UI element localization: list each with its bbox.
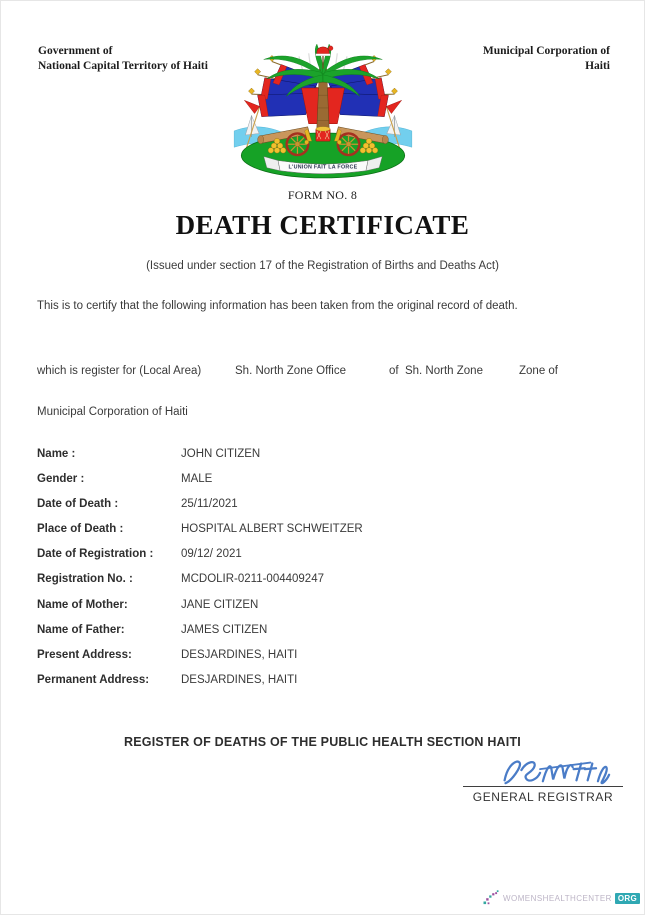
field-row-permanent-address — [37, 673, 597, 698]
document-subtitle: (Issued under section 17 of the Registration of Births and Deaths Act) — [146, 260, 499, 272]
registration-zone-line2: Municipal Corporation of Haiti — [37, 406, 188, 418]
field-label: Present Address: — [37, 648, 132, 661]
field-row-father-name — [37, 623, 597, 648]
register-line-prefix: which is register for (Local Area) — [37, 365, 202, 377]
field-row-place-of-death — [37, 522, 597, 547]
document-title: DEATH CERTIFICATE — [175, 210, 470, 240]
signatory-title: GENERAL REGISTRAR — [472, 790, 614, 804]
field-label: Permanent Address: — [37, 673, 150, 686]
certification-statement: This is to certify that the following information has been taken from the original record of death. — [37, 300, 518, 312]
field-row-date-of-registration — [37, 547, 597, 572]
signature-block — [463, 754, 623, 804]
emblem-motto: L'UNION FAIT LA FORCE — [288, 164, 357, 171]
coat-of-arms-svg — [231, 39, 415, 182]
field-row-present-address — [37, 648, 597, 673]
register-line-of-zone: of Sh. North Zone — [389, 365, 483, 377]
field-row-name — [37, 447, 597, 472]
issuing-authority-left-line1: Government of — [38, 45, 113, 57]
registration-zone-line — [1, 365, 644, 381]
field-value: 09/12/ 2021 — [181, 548, 242, 561]
field-value: DESJARDINES, HAITI — [181, 648, 298, 661]
form-number: FORM NO. 8 — [287, 188, 358, 202]
watermark-tld-badge: ORG — [615, 893, 640, 904]
field-value: JAMES CITIZEN — [181, 623, 268, 636]
issuing-authority-right-line1: Municipal Corporation of — [482, 45, 610, 57]
registrar-signature-icon — [499, 754, 611, 788]
field-label: Name : — [37, 448, 76, 460]
field-row-mother-name — [37, 598, 597, 623]
field-value: MALE — [181, 473, 213, 486]
watermark — [483, 890, 640, 906]
field-value: JOHN CITIZEN — [181, 448, 261, 460]
field-value: JANE CITIZEN — [181, 598, 259, 611]
field-value: MCDOLIR-0211-004409247 — [181, 573, 324, 586]
register-line-suffix: Zone of — [519, 365, 558, 377]
field-value: DESJARDINES, HAITI — [181, 673, 298, 686]
issuing-authority-right-line2: Haiti — [585, 60, 610, 73]
field-label: Name of Father: — [37, 623, 125, 636]
field-row-gender — [37, 472, 597, 497]
field-label: Date of Registration : — [37, 548, 154, 561]
field-value: 25/11/2021 — [181, 498, 238, 511]
field-label: Date of Death : — [37, 498, 119, 511]
watermark-swirl-icon — [483, 890, 500, 906]
field-row-date-of-death — [37, 497, 597, 522]
field-row-registration-no — [37, 572, 597, 597]
field-label: Name of Mother: — [37, 598, 128, 611]
field-label: Place of Death : — [37, 523, 124, 536]
register-line-office: Sh. North Zone Office — [235, 365, 347, 377]
watermark-text: WOMENSHEALTHCENTER — [503, 893, 612, 903]
field-value: HOSPITAL ALBERT SCHWEITZER — [181, 523, 363, 536]
issuing-authority-right — [483, 44, 610, 74]
register-section-heading: REGISTER OF DEATHS OF THE PUBLIC HEALTH SECTION HAITI — [124, 735, 521, 749]
issuing-authority-left-line2: National Capital Territory of Haiti — [38, 60, 208, 73]
haiti-coat-of-arms-icon — [231, 39, 415, 182]
issuing-authority-left — [38, 44, 208, 74]
field-label: Gender : — [37, 473, 85, 486]
record-fields — [37, 447, 597, 698]
field-label: Registration No. : — [37, 573, 133, 586]
